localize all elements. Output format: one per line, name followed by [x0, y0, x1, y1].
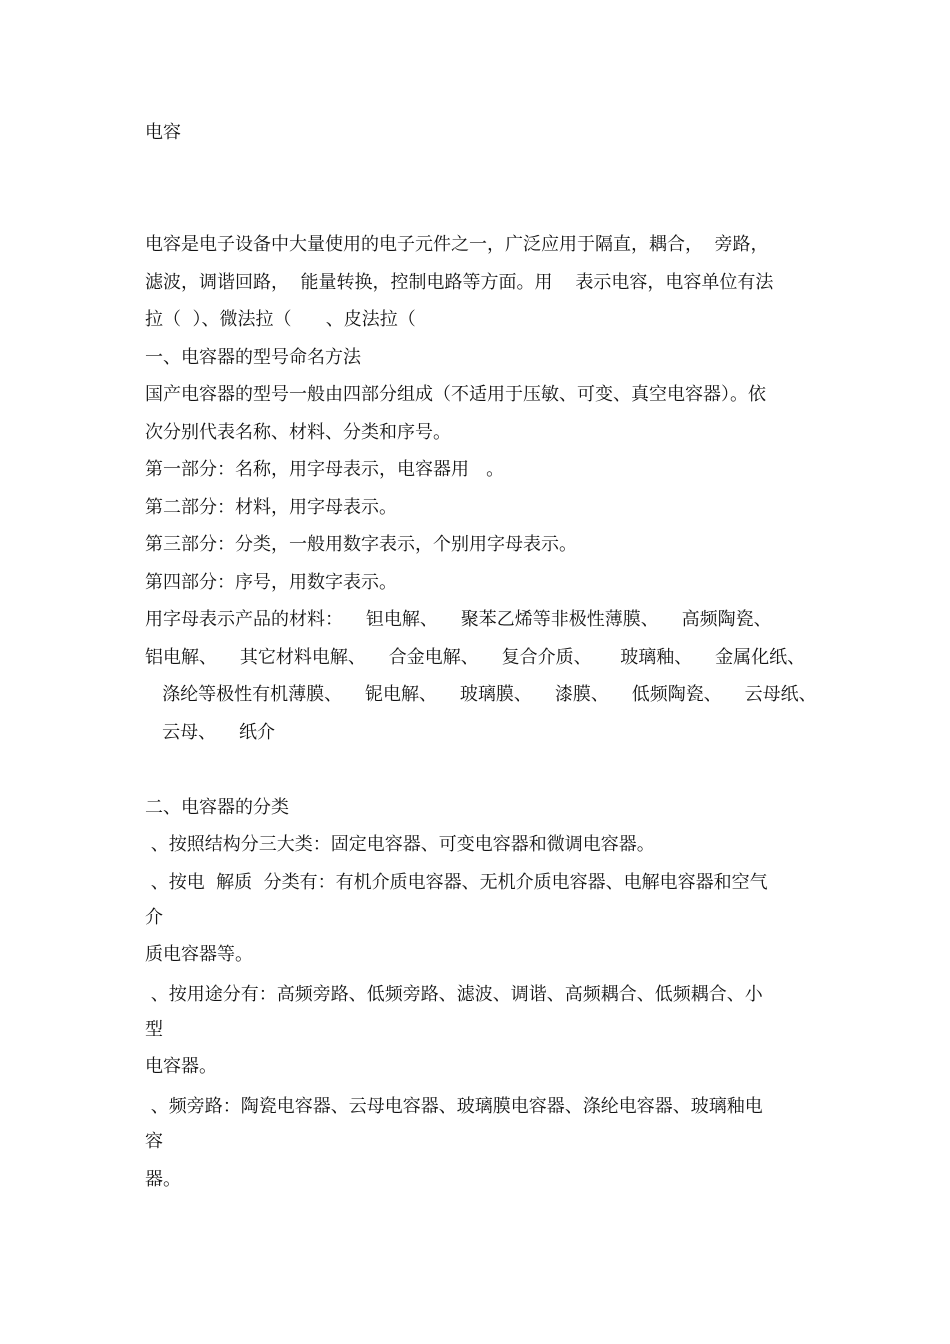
intro-line: 拉（ ）、微法拉（ 、皮法拉（ — [145, 309, 416, 330]
section1-line: 第四部分：序号，用数字表示。 — [145, 572, 397, 593]
intro-line: 滤波，调谐回路， 能量转换，控制电路等方面。用 表示电容，电容单位有法 — [145, 272, 774, 293]
section2-line: 电容器。 — [145, 1056, 217, 1077]
section2-line: 、频旁路：陶瓷电容器、云母电容器、玻璃膜电容器、涤纶电容器、玻璃釉电 — [145, 1096, 763, 1117]
section1-heading: 一、电容器的型号命名方法 — [145, 347, 361, 368]
section2-line: 质电容器等。 — [145, 944, 253, 965]
section1-line: 第二部分：材料，用字母表示。 — [145, 497, 397, 518]
section1-line: 第一部分：名称，用字母表示，电容器用 。 — [145, 459, 505, 480]
section2-line: 、按用途分有：高频旁路、低频旁路、滤波、调谐、高频耦合、低频耦合、小 — [145, 984, 763, 1005]
section2-line: 、按照结构分三大类：固定电容器、可变电容器和微调电容器。 — [145, 834, 655, 855]
section1-line: 第三部分：分类，一般用数字表示，个别用字母表示。 — [145, 534, 577, 555]
section1-line: 云母、 纸介 — [145, 722, 276, 743]
intro-line: 电容是电子设备中大量使用的电子元件之一，广泛应用于隔直，耦合， 旁路， — [145, 234, 769, 255]
section1-line: 铝电解、 其它材料电解、 合金电解、 复合介质、 玻璃釉、 金属化纸、 — [145, 647, 806, 668]
section2-line: 介 — [145, 907, 163, 928]
section2-line: 器。 — [145, 1169, 181, 1190]
section1-line: 用字母表示产品的材料： 钽电解、 聚苯乙烯等非极性薄膜、 高频陶瓷、 — [145, 609, 772, 630]
section2-line: 容 — [145, 1131, 163, 1152]
section1-line: 涤纶等极性有机薄膜、 铌电解、 玻璃膜、 漆膜、 低频陶瓷、 云母纸、 — [145, 684, 817, 705]
section2-line: 型 — [145, 1019, 163, 1040]
section1-line: 次分别代表名称、材料、分类和序号。 — [145, 422, 451, 443]
section2-line: 、按电 解质 分类有：有机介质电容器、无机介质电容器、电解电容器和空气 — [145, 872, 768, 893]
document-title: 电容 — [145, 122, 181, 143]
section2-heading: 二、电容器的分类 — [145, 797, 289, 818]
section1-line: 国产电容器的型号一般由四部分组成（不适用于压敏、可变、真空电容器）。依 — [145, 384, 766, 405]
